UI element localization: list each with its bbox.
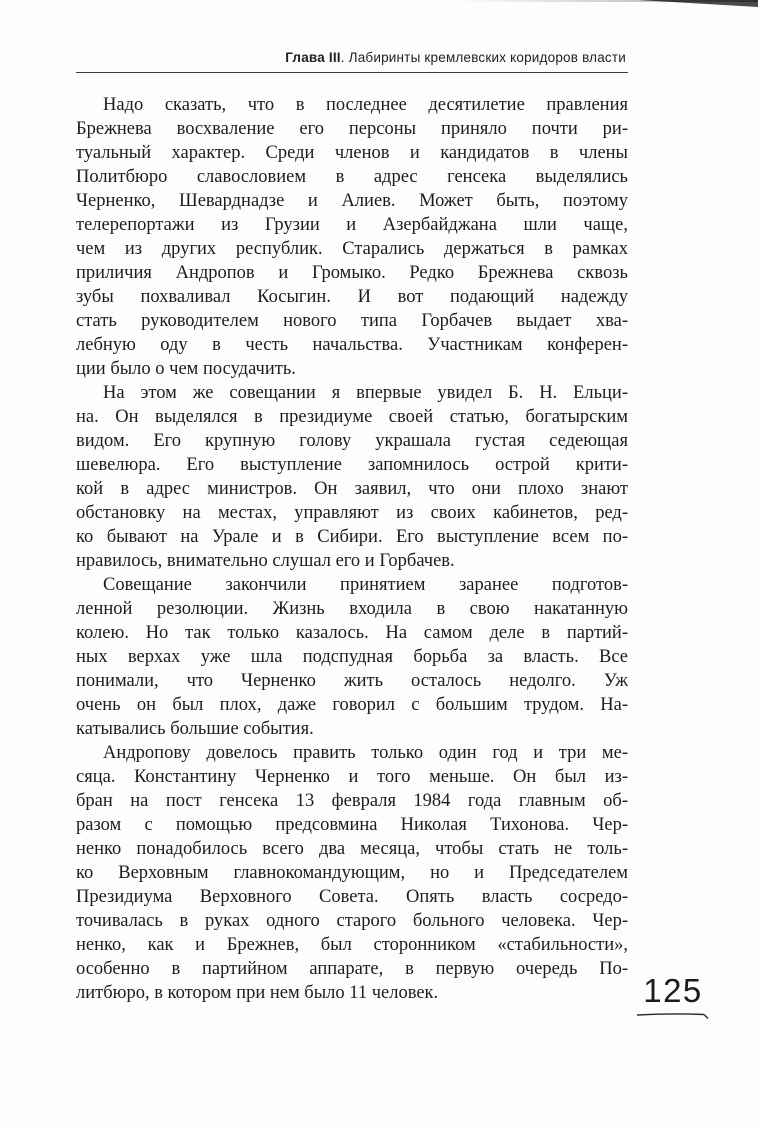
paragraph xyxy=(76,93,628,381)
page-number: 125 xyxy=(643,972,703,1009)
text-line: точивалась в руках одного старого больного человека. Чер- xyxy=(76,911,628,931)
text-line: на. Он выделялся в президиуме своей статью, богатырским xyxy=(76,407,628,427)
text-line: стать руководителем нового типа Горбачев выдает хва- xyxy=(76,311,628,331)
text-line: ненко понадобилось всего два месяца, чтобы стать не толь- xyxy=(76,839,628,859)
text-line: Политбюро славословием в адрес генсека выделялись xyxy=(76,167,628,187)
text-line: ко бывают на Урале и в Сибири. Его выступление всем по- xyxy=(76,527,628,547)
text-line: бран на пост генсека 13 февраля 1984 года главным об- xyxy=(76,791,628,811)
text-line: кой в адрес министров. Он заявил, что они плохо знают xyxy=(76,479,628,499)
scan-artifact-edge xyxy=(0,0,758,2)
text-line: литбюро, в котором при нем было 11 человек. xyxy=(76,983,439,1003)
text-line: шевелюра. Его выступление запомнилось острой крити- xyxy=(76,455,628,475)
running-head xyxy=(76,50,628,65)
text-line: ленной резолюции. Жизнь входила в свою накатанную xyxy=(76,599,628,619)
text-line: видом. Его крупную голову украшала густая седеющая xyxy=(76,431,628,451)
text-line: понимали, что Черненко жить осталось недолго. Уж xyxy=(76,671,628,691)
paragraph xyxy=(76,381,628,573)
body-text xyxy=(76,93,628,1005)
text-line: зубы похваливал Косыгин. И вот подающий надежду xyxy=(76,287,628,307)
paragraph xyxy=(76,741,628,1005)
text-line: Андропову довелось править только один год и три ме- xyxy=(103,743,628,763)
text-column xyxy=(76,50,628,1005)
chapter-label: Глава III xyxy=(285,50,341,65)
text-line: ных верхах уже шла подспудная борьба за власть. Все xyxy=(76,647,628,667)
text-line: ции было о чем посудачить. xyxy=(76,359,296,379)
text-line: На этом же совещании я впервые увидел Б. Н. Ельци- xyxy=(103,383,628,403)
text-line: телерепортажи из Грузии и Азербайджана шли чаще, xyxy=(76,215,628,235)
text-line: Брежнева восхваление его персоны приняло почти ри- xyxy=(76,119,628,139)
text-line: особенно в партийном аппарате, в первую очередь По- xyxy=(76,959,628,979)
text-line: ко Верховным главнокомандующим, но и Председателем xyxy=(76,863,628,883)
text-line: Черненко, Шеварднадзе и Алиев. Может быть, поэтому xyxy=(76,191,628,211)
text-line: обстановку на местах, управляют из своих кабинетов, ред- xyxy=(76,503,628,523)
text-line: очень он был плох, даже говорил с большим трудом. На- xyxy=(76,695,628,715)
text-line: туальный характер. Среди членов и кандидатов в члены xyxy=(76,143,628,163)
page-number-block xyxy=(636,972,710,1023)
text-line: Президиума Верховного Совета. Опять власть сосредо- xyxy=(76,887,628,907)
page-number-underline xyxy=(636,1011,710,1023)
text-line: приличия Андропов и Громыко. Редко Брежнева сквозь xyxy=(76,263,628,283)
chapter-title: . Лабиринты кремлевских коридоров власти xyxy=(340,50,626,65)
text-line: Надо сказать, что в последнее десятилетие правления xyxy=(103,95,628,115)
text-line: разом с помощью предсовмина Николая Тихонова. Чер- xyxy=(76,815,628,835)
text-line: Совещание закончили принятием заранее подготов- xyxy=(103,575,628,595)
text-line: лебную оду в честь начальства. Участникам конферен- xyxy=(76,335,628,355)
text-line: катывались большие события. xyxy=(76,719,314,739)
text-line: колею. Но так только казалось. На самом деле в партий- xyxy=(76,623,628,643)
text-line: нравилось, внимательно слушал его и Горбачев. xyxy=(76,551,455,571)
text-line: ненко, как и Брежнев, был сторонником «стабильности», xyxy=(76,935,628,955)
paragraph xyxy=(76,573,628,741)
text-line: сяца. Константину Черненко и того меньше. Он был из- xyxy=(76,767,628,787)
header-divider xyxy=(76,72,628,73)
text-line: чем из других республик. Старались держаться в рамках xyxy=(76,239,628,259)
